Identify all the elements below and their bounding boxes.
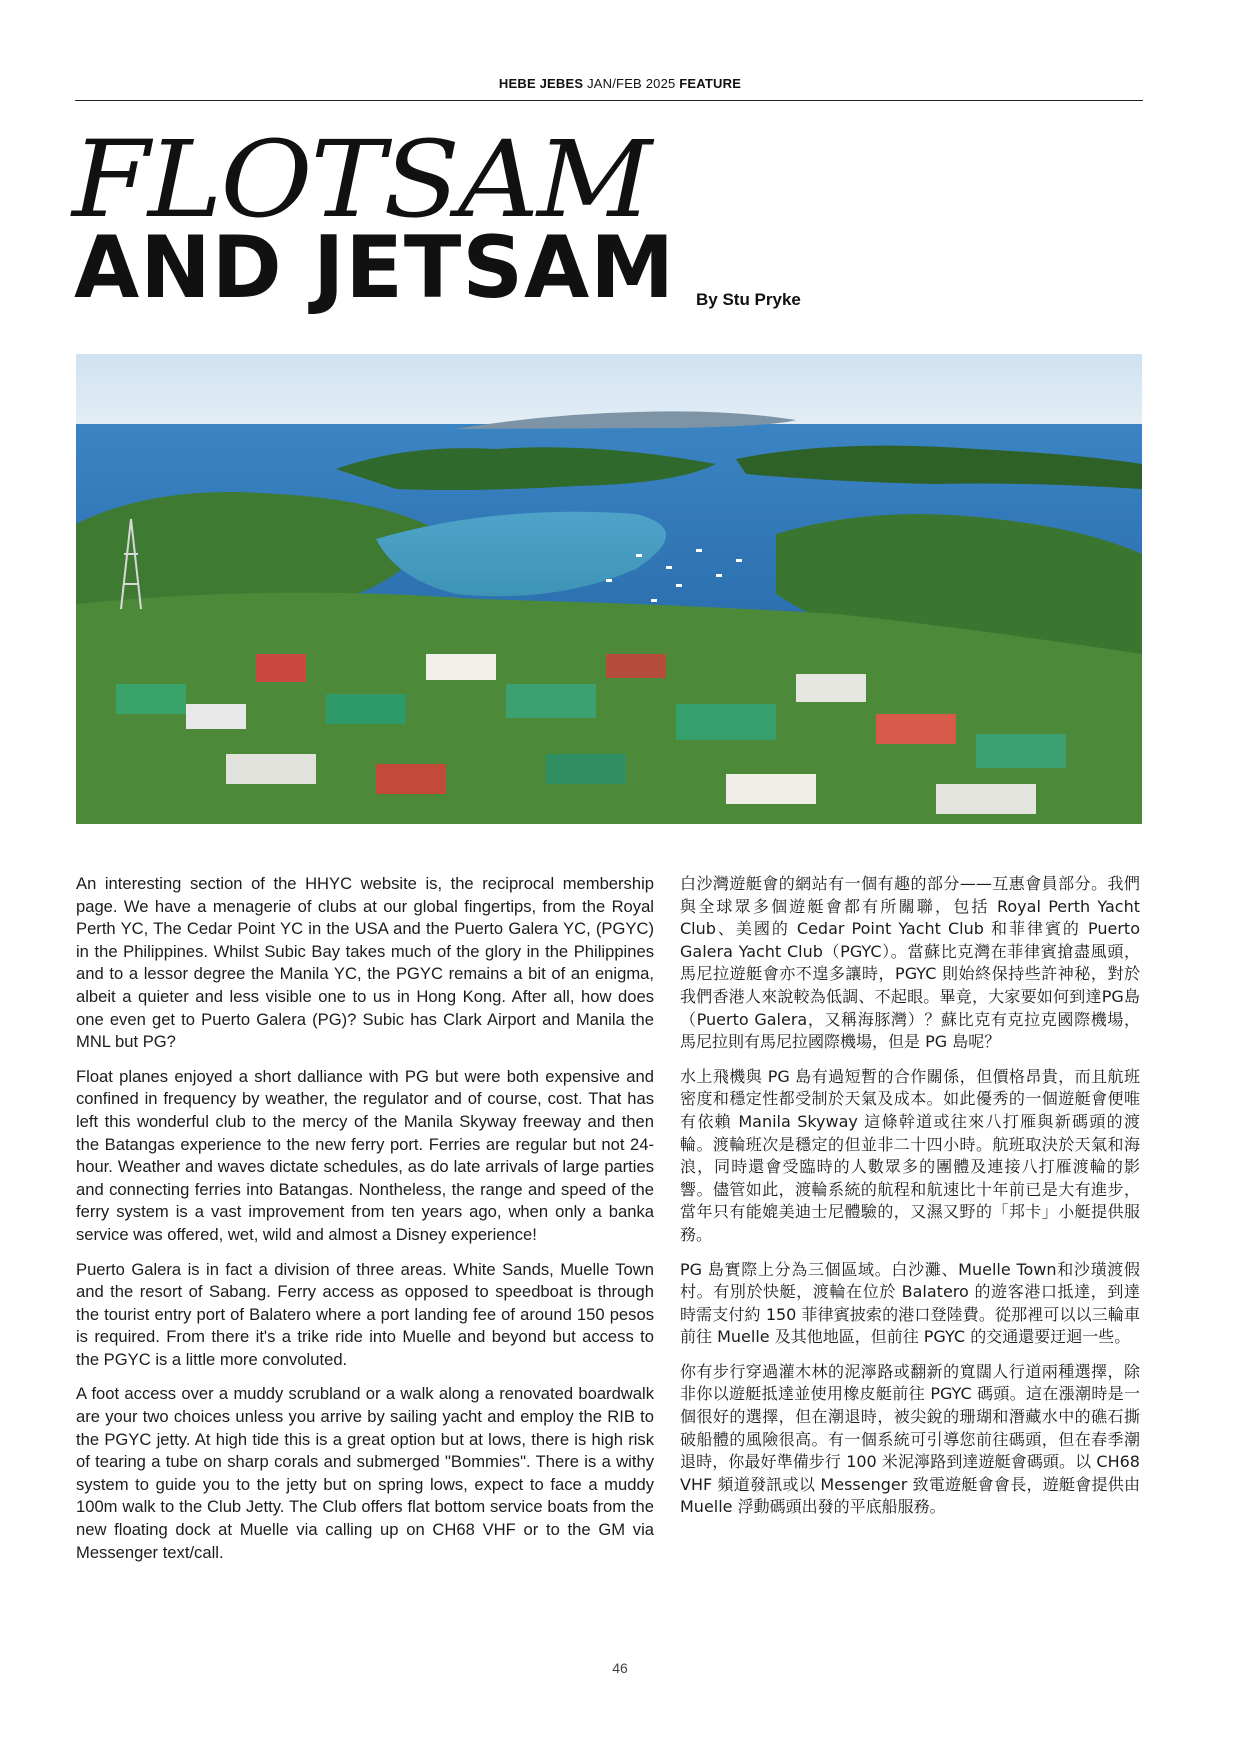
chinese-paragraph-4: 你有步行穿過灌木林的泥濘路或翻新的寬闊人行道兩種選擇，除非你以遊艇抵達並使用橡皮艇前往 PGYC 碼頭。這在漲潮時是一個很好的選擇，但在潮退時，被尖銳的珊瑚和潛藏水中的礁石撕破船體的風險很高。有一個系統可引導您前往碼頭，但在春季潮退時，你最好準備步行 100 米泥濘路到達遊艇會碼頭。以 CH68 VHF 頻道發訊或以 Messenger 致電遊艇會會長，遊艇會提供由 Muelle 浮動碼頭出發的平底船服務。 [680, 1361, 1140, 1517]
page-number: 46 [612, 1660, 628, 1676]
chinese-paragraph-1: 白沙灣遊艇會的網站有一個有趣的部分——互惠會員部分。我們與全球眾多個遊艇會都有所關聯，包括 Royal Perth Yacht Club、美國的 Cedar Point Yacht Club 和菲律賓的 Puerto Galera Yacht Club（PGYC）。當蘇比克灣在菲律賓搶盡風頭，馬尼拉遊艇會亦不遑多讓時，PGYC 則始終保持些許神秘，對於我們香港人來說較為低調、不起眼。畢竟，大家要如何到達PG島（Puerto Galera，又稱海豚灣）？蘇比克有克拉克國際機場，馬尼拉則有馬尼拉國際機場，但是 PG 島呢？ [680, 874, 1140, 1052]
chinese-paragraph-2: 水上飛機與 PG 島有過短暫的合作關係，但價格昂貴，而且航班密度和穩定性都受制於天氣及成本。如此優秀的一個遊艇會便唯有依賴 Manila Skyway 這條幹道或往來八打雁與新碼頭的渡輪。渡輪班次是穩定的但並非二十四小時。航班取決於天氣和海浪，同時還會受臨時的人數眾多的團體及連接八打雁渡輪的影響。儘管如此，渡輪系統的航程和航速比十年前已是大有進步，當年只有能媲美迪士尼體驗的，又濕又野的「邦卡」小艇提供服務。 [680, 1066, 1140, 1244]
issue-date: JAN/FEB 2025 [587, 76, 676, 91]
english-paragraph-3: Puerto Galera is in fact a division of three areas. White Sands, Muelle Town and the resort of Sabang. Ferry access as opposed to speedboat is through the tourist entry port of Balatero where a port landing fee of around 150 pesos is required. From there it's a trike ride into Muelle and beyond but access to the PGYC is a little more convoluted. [76, 1259, 654, 1369]
publication-name: HEBE JEBES [498, 76, 584, 91]
title-line-1: FLOTSAM [72, 118, 650, 241]
photo-illustration [76, 354, 1142, 824]
english-paragraph-4: A foot access over a muddy scrubland or a walk along a renovated boardwalk are your two choices unless you arrive by sailing yacht and employ the RIB to the PGYC jetty. At high tide this is a great option but at lows, there is high risk of tearing a tube on sharp corals and submerged "Bommies". There is a withy system to guide you to the jetty but on spring lows, expect to face a muddy 100m walk to the Club Jetty. The Club offers flat bottom service boats from the new floating dock at Muelle via calling up on CH68 VHF or to the GM via Messenger text/call. [76, 1384, 654, 1562]
byline: By Stu Pryke [696, 290, 801, 309]
section-name: FEATURE [679, 76, 742, 91]
chinese-column [680, 873, 1140, 1531]
aerial-bay-photo [76, 354, 1142, 824]
running-header [0, 76, 1240, 91]
english-column [76, 873, 654, 1576]
header-rule [75, 100, 1143, 101]
chinese-paragraph-3: PG 島實際上分為三個區域。白沙灘、Muelle Town和沙璜渡假村。有別於快艇，渡輪在位於 Balatero 的遊客港口抵達，到達時需支付約 150 菲律賓披索的港口登陸費。從那裡可以以三輪車前往 Muelle 及其他地區，但前往 PGYC 的交通還要迂迴一些。 [680, 1259, 1140, 1347]
english-paragraph-2: Float planes enjoyed a short dalliance with PG but were both expensive and confined in frequency by weather, the regulator and of course, cost. That has left this wonderful club to the mercy of the Manila Skyway freeway and then the Batangas experience to the new ferry port. Ferries are regular but not 24-hour. Weather and waves dictate schedules, as do late arrivals of large parties and connecting ferries into Batangas. Nontheless, the range and speed of the ferry system is a vast improvement from ten years ago, when only a banka service was offered, wet, wild and almost a Disney experience! [76, 1066, 654, 1244]
english-paragraph-1: An interesting section of the HHYC website is, the reciprocal membership page. We have a menagerie of clubs at our global fingertips, from the Royal Perth YC, The Cedar Point YC in the USA and the Puerto Galera YC, (PGYC) in the Philippines. Whilst Subic Bay takes much of the glory in the Philippines and to a lessor degree the Manila YC, the PGYC remains a bit of an enigma, albeit a quieter and less visible one to us in Hong Kong. After all, how does one even get to Puerto Galera (PG)? Subic has Clark Airport and Manila the MNL but PG? [76, 874, 654, 1052]
title-line-2: AND JETSAM [74, 218, 676, 318]
